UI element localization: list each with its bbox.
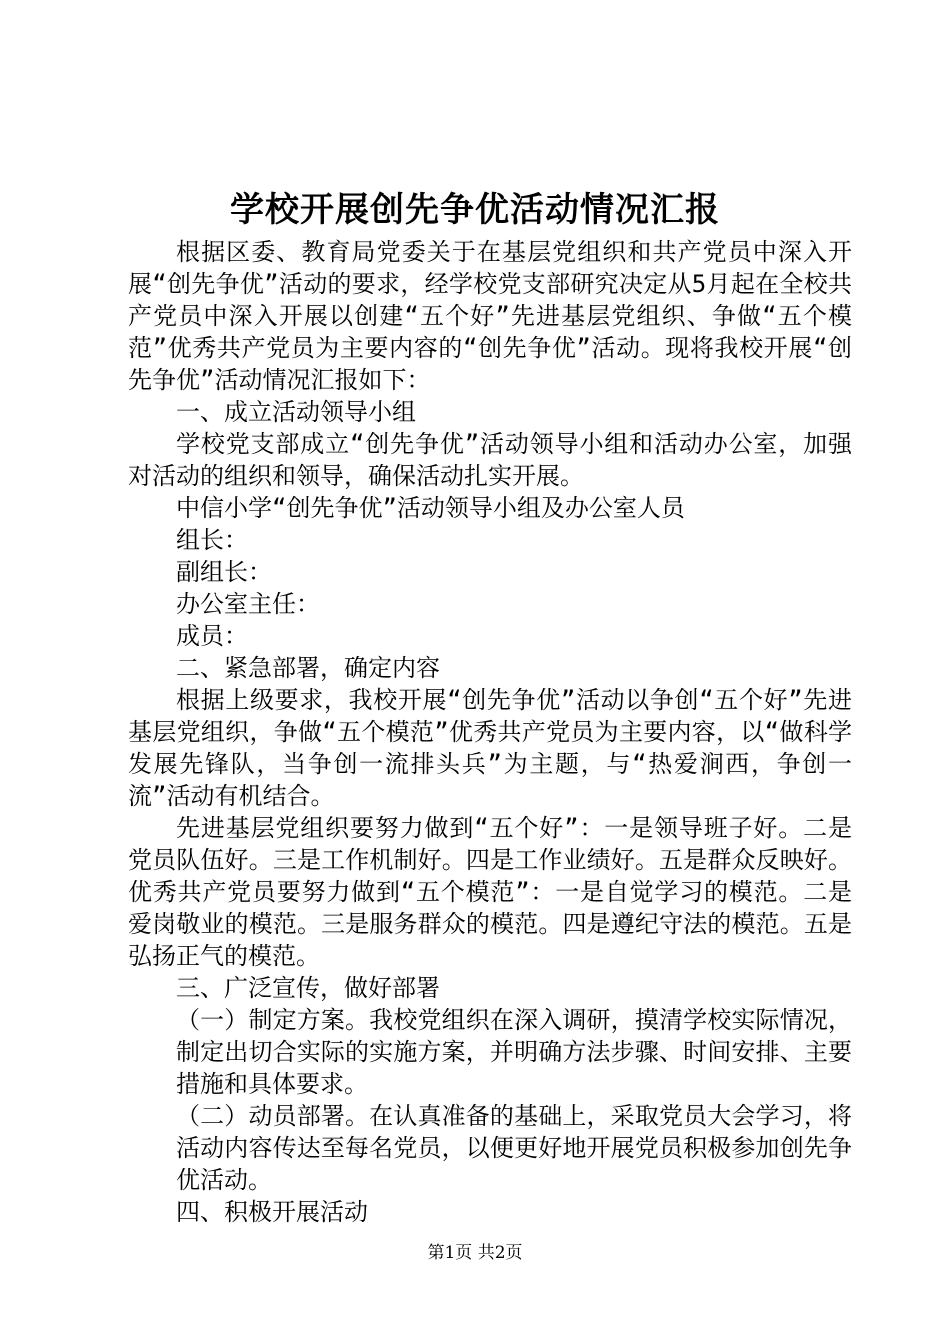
page-footer: 第1页 共2页 <box>427 1243 523 1263</box>
paragraph: 中信小学“创先争优”活动领导小组及办公室人员 <box>176 494 685 522</box>
section-heading-2: 二、紧急部署，确定内容 <box>176 654 440 682</box>
list-item: 成员： <box>176 622 248 650</box>
section-heading-1: 一、成立活动领导小组 <box>176 398 416 426</box>
paragraph: （一）制定方案。我校党组织在深入调研，摸清学校实际情况，制定出切合实际的实施方案，并明确方法步骤、时间安排、主要措施和具体要求。 <box>176 1006 852 1098</box>
section-heading-4: 四、积极开展活动 <box>176 1198 368 1226</box>
list-item: 办公室主任： <box>176 590 320 618</box>
paragraph: 根据上级要求，我校开展“创先争优”活动以争创“五个好”先进基层党组织，争做“五个模范”优秀共产党员为主要内容，以“做科学发展先锋队，当争创一流排头兵”为主题，与“热爱涧西，争创一流”活动有机结合。 <box>128 686 852 810</box>
list-item: 组长： <box>176 526 248 554</box>
document-title: 学校开展创先争优活动情况汇报 <box>230 190 720 230</box>
paragraph: 学校党支部成立“创先争优”活动领导小组和活动办公室，加强对活动的组织和领导，确保活动扎实开展。 <box>128 430 852 490</box>
paragraph-intro: 根据区委、教育局党委关于在基层党组织和共产党员中深入开展“创先争优”活动的要求，经学校党支部研究决定从5月起在全校共产党员中深入开展以创建“五个好”先进基层党组织、争做“五个模范”优秀共产党员为主要内容的“创先争优”活动。现将我校开展“创先争优”活动情况汇报如下： <box>128 238 852 394</box>
document-body <box>128 236 852 1228</box>
paragraph: 先进基层党组织要努力做到“五个好”：一是领导班子好。二是党员队伍好。三是工作机制好。四是工作业绩好。五是群众反映好。优秀共产党员要努力做到“五个模范”：一是自觉学习的模范。二是爱岗敬业的模范。三是服务群众的模范。四是遵纪守法的模范。五是弘扬正气的模范。 <box>128 814 852 970</box>
paragraph: （二）动员部署。在认真准备的基础上，采取党员大会学习，将活动内容传达至每名党员，以便更好地开展党员积极参加创先争优活动。 <box>176 1102 852 1194</box>
section-heading-3: 三、广泛宣传，做好部署 <box>176 974 440 1002</box>
list-item: 副组长： <box>176 558 272 586</box>
